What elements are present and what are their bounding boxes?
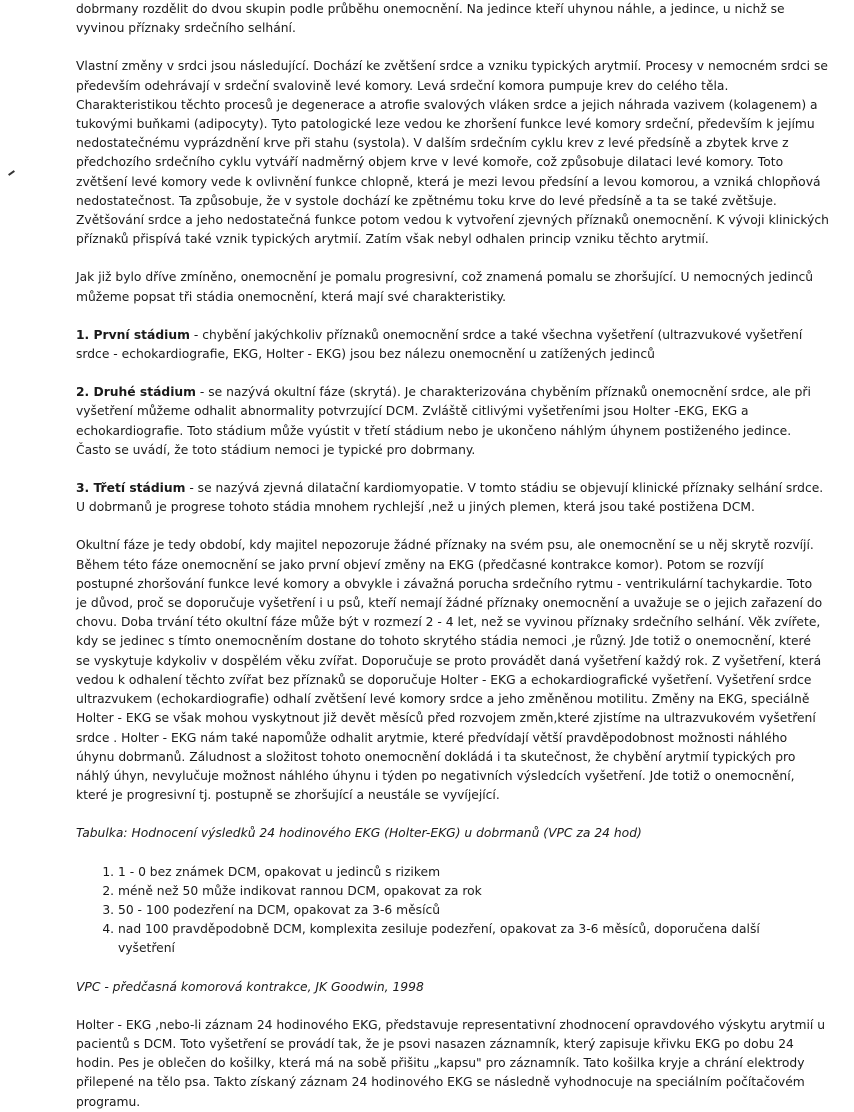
- text-line: Často se uvádí, že toto stádium nemoci je typické pro dobrmany.: [76, 442, 476, 457]
- text-line: - se nazývá zjevná dilatační kardiomyopatie. V tomto stádiu se objevují klinické příznaky selhání srdce.: [185, 481, 824, 496]
- text-line: srdce - echokardiografie, EKG, Holter - EKG) jsou bez nálezu onemocnění u zatížených jedinců: [76, 347, 655, 362]
- text-line: hodin. Pes je oblečen do košilky, která má na sobě přišitu „kapsu" pro záznamník. Tato košilka kryje a chrání elektrody: [76, 1056, 805, 1071]
- text-line: můžeme popsat tři stádia onemocnění, která mají své charakteristiky.: [76, 289, 507, 304]
- text-line: především odehrávají v srdeční svalovině levé komory. Levá srdeční komora pumpuje krev do celého těla.: [76, 78, 729, 93]
- stage-2-title: 2. Druhé stádium: [76, 385, 196, 400]
- text-line: Holter - EKG se však mohou vyskytnout již devět měsíců před rozvojem změn,které zjistíme na ultrazvukovém vyšetření: [76, 711, 816, 726]
- text-line: Charakteristikou těchto procesů je degenerace a atrofie svalových vláken srdce a jejich náhrada vazivem (kolagenem) a: [76, 97, 818, 112]
- text-line: Jak již bylo dříve zmíněno, onemocnění je pomalu progresivní, což znamená pomalu se zhoršující. U nemocných jedinců: [76, 270, 814, 285]
- text-line: - se nazývá okultní fáze (skrytá). Je charakterizována chyběním příznaků onemocnění srdce, ale při: [196, 385, 811, 400]
- text-line: zvětšení levé komory vede k ovlivnění funkce chlopně, která je mezi levou předsíní a levou komorou, a vzniká chlopňová: [76, 174, 821, 189]
- text-line: předchozího srdečního cyklu vytváří nadměrný objem krve v levé komoře, což způsobuje dilataci levé komory. Toto: [76, 155, 784, 170]
- text-line: vedou k odhalení těchto zvířat bez příznaků se doporučuje Holter - EKG a echokardiografické vyšetření. Vyšetření srdce: [76, 672, 812, 687]
- list-item: 3. 50 - 100 podezření na DCM, opakovat za 3-6 měsíců: [118, 901, 816, 920]
- text-line: tukovými buňkami (adipocyty). Tyto patologické leze vedou ke zhoršení funkce levé komory srdeční, především k jejímu: [76, 117, 815, 132]
- text-line: programu.: [76, 1094, 141, 1109]
- text-line: chovu. Doba trvání této okultní fáze může být v rozmezí 2 - 4 let, než se vyvinou příznaky srdečního selhání. Věk zvířete,: [76, 615, 821, 630]
- text-line: U dobrmanů je progrese tohoto stádia mnohem rychlejší ,než u jiných plemen, která jsou také postižena DCM.: [76, 500, 755, 515]
- text-line: echokardiografie. Toto stádium může vyústit v třetí stádium nebo je ukončeno náhlým úhynem postiženého jedince.: [76, 423, 792, 438]
- text-line: - chybění jakýchkoliv příznaků onemocnění srdce a také všechna vyšetření (ultrazvukové vyšetření: [189, 327, 803, 342]
- text-line: pacientů s DCM. Toto vyšetření se provádí tak, že je psovi nasazen záznamník, který zapisuje křivku EKG po dobu 24: [76, 1036, 794, 1051]
- document-page: [76, 0, 829, 1112]
- text-line: které je progresivní tj. postupně se zhoršující a neustále se vyvíjející.: [76, 788, 500, 803]
- text-line: vyvinou příznaky srdečního selhání.: [76, 21, 296, 36]
- text-line: úhynu dobrmanů. Záludnost a složitost tohoto onemocnění dokládá i ta skutečnost, že chybění arytmií typických pro: [76, 749, 796, 764]
- text-line: nedostatečnost. Ta způsobuje, že v systole dochází ke zpětnému toku krve do levé předsíně a ta se také zvětšuje.: [76, 193, 777, 208]
- text-line: se vyskytuje kdykoliv v dospělém věku zvířat. Doporučuje se proto provádět daná vyšetření každý rok. Z vyšetření, která: [76, 653, 822, 668]
- stage-2-paragraph: [76, 383, 816, 460]
- text-line: dobrmany rozdělit do dvou skupin podle průběhu onemocnění. Na jedince kteří uhynou náhle, a jedince, u nichž se: [76, 2, 785, 16]
- text-line: postupné zhoršování funkce levé komory a obvykle i závažná porucha srdečního rytmu - ventrikulární tachykardie. Toto: [76, 576, 813, 591]
- list-item: 2. méně než 50 může indikovat rannou DCM, opakovat za rok: [118, 882, 816, 901]
- heart-changes-paragraph: [76, 57, 829, 249]
- progression-paragraph: [76, 268, 816, 306]
- list-item: 4. nad 100 pravděpodobně DCM, komplexita zesiluje podezření, opakovat za 3-6 měsíců, doporučena další vyšetření: [118, 920, 816, 958]
- stage-3-title: 3. Třetí stádium: [76, 481, 186, 496]
- text-line: Zvětšování srdce a jeho nedostatečná funkce potom vedou k vytvoření zjevných příznaků onemocnění. K vývoji klinických: [76, 213, 829, 228]
- text-line: Holter - EKG ,nebo-li záznam 24 hodinového EKG, představuje representativní zhodnocení opravdového výskytu arytmií u: [76, 1017, 826, 1032]
- text-line: Během této fáze onemocnění se jako první objeví změny na EKG (předčasné kontrakce komor). Potom se rozvíjí: [76, 557, 764, 572]
- text-line: ultrazvukem (echokardiografie) odhalí zvětšení levé komory srdce a jeho změněnou motilitu. Změny na EKG, speciálně: [76, 692, 810, 707]
- vpc-note: VPC - předčasná komorová kontrakce, JK Goodwin, 1998: [76, 979, 424, 994]
- text-line: Okultní fáze je tedy období, kdy majitel nepozoruje žádné příznaky na svém psu, ale onemocnění se u něj skrytě rozvíjí.: [76, 538, 814, 553]
- holter-paragraph: [76, 1016, 826, 1112]
- intro-paragraph: [76, 0, 816, 38]
- occult-phase-paragraph: [76, 536, 823, 805]
- margin-mark: [8, 170, 15, 176]
- holter-results-list: [76, 863, 816, 959]
- table-caption: Tabulka: Hodnocení výsledků 24 hodinového EKG (Holter-EKG) u dobrmanů (VPC za 24 hod): [76, 826, 642, 841]
- text-line: vyšetření můžeme odhalit abnormality potvrzující DCM. Zvláště citlivými vyšetřeními jsou Holter -EKG, EKG a: [76, 404, 749, 419]
- text-line: je důvod, proč se doporučuje vyšetření i u psů, kteří nemají žádné příznaky onemocnění a uvažuje se o jejich zařazení do: [76, 596, 823, 611]
- text-line: náhlý úhyn, nevylučuje možnost náhlého úhynu i týden po negativních výsledcích vyšetření. Jde totiž o onemocnění,: [76, 768, 795, 783]
- stage-1-title: 1. První stádium: [76, 327, 190, 342]
- text-line: přilepené na tělo psa. Takto získaný záznam 24 hodinového EKG se následně vyhodnocuje na speciálním počítačovém: [76, 1075, 805, 1090]
- stage-3-paragraph: [76, 479, 824, 517]
- text-line: srdce . Holter - EKG nám také napomůže odhalit arytmie, které předvídají větší pravděpodobnost možnosti náhlého: [76, 730, 788, 745]
- stage-1-paragraph: [76, 326, 816, 364]
- text-line: nedostatečnému vyprázdnění krve při stahu (systola). V dalším srdečním cyklu krev z levé předsíně a zbytek krve z: [76, 136, 789, 151]
- text-line: Vlastní změny v srdci jsou následující. Dochází ke zvětšení srdce a vzniku typických arytmií. Procesy v nemocném srdci se: [76, 59, 828, 74]
- text-line: kdy se jedinec s tímto onemocněním dostane do tohoto skrytého stádia nemoci ,je různý. Jde totiž o onemocnění, které: [76, 634, 811, 649]
- text-line: příznaků přispívá také vznik typických arytmií. Zatím však nebyl odhalen princip vzniku těchto arytmií.: [76, 232, 709, 247]
- list-item: 1. 1 - 0 bez známek DCM, opakovat u jedinců s rizikem: [118, 863, 816, 882]
